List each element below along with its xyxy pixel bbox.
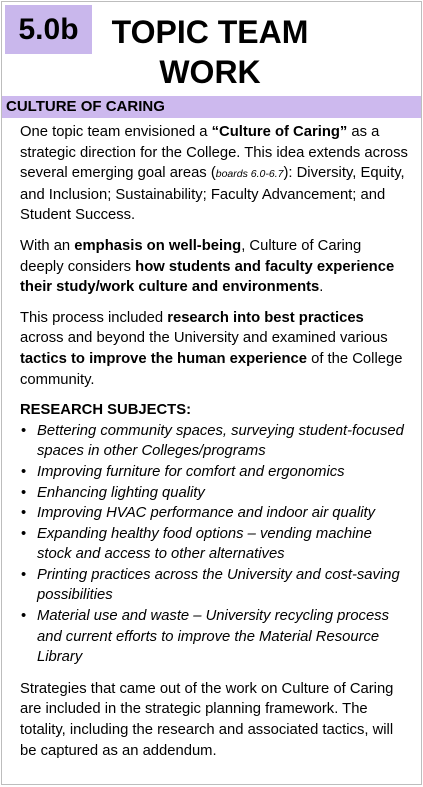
bullet-icon: • xyxy=(21,505,27,522)
bullet-icon: • xyxy=(21,484,27,501)
text: as a strategic direction for the College. This idea extends across several emerging goal areas ( xyxy=(20,124,408,182)
bullet-icon: • xyxy=(21,608,27,625)
list-item xyxy=(20,483,408,504)
research-subjects-list xyxy=(20,421,408,668)
emphasis: “Culture of Caring” xyxy=(211,124,348,140)
list-item xyxy=(20,462,408,483)
text: ): Diversity, Equity, and Inclusion; Sustainability; Faculty Advancement; and Student Success. xyxy=(20,165,405,224)
emphasis: how students and faculty experience their study/work culture and environments xyxy=(20,258,395,296)
bullet-icon: • xyxy=(21,525,27,542)
text: across and beyond the University and examined various xyxy=(20,330,388,347)
page-title xyxy=(98,12,322,92)
text: This process included xyxy=(20,309,168,326)
content xyxy=(20,122,408,771)
list-item-text: Expanding healthy food options – vending machine stock and access to other alternatives xyxy=(37,525,372,563)
process-paragraph xyxy=(20,308,408,390)
text: . xyxy=(319,279,324,296)
section-heading: CULTURE OF CARING xyxy=(2,96,421,118)
board-reference: boards 6.0-6.7 xyxy=(215,168,284,181)
emphasis: tactics to improve the human experience xyxy=(20,350,307,367)
emphasis: emphasis on well-being xyxy=(74,237,242,254)
text: With an xyxy=(20,237,75,254)
emphasis: research into best practices xyxy=(167,309,364,326)
list-item-text: Improving furniture for comfort and ergonomics xyxy=(37,463,345,480)
research-subjects-heading: RESEARCH SUBJECTS: xyxy=(20,402,192,419)
bullet-icon: • xyxy=(21,463,27,480)
bullet-icon: • xyxy=(21,566,27,583)
closing-paragraph: Strategies that came out of the work on Culture of Caring are included in the strategic planning framework. The totality, including the research and associated tactics, will be captured as an addendum. xyxy=(20,680,394,759)
board xyxy=(1,1,422,785)
list-item-text: Printing practices across the University and cost-saving possibilities xyxy=(37,566,400,604)
list-item-text: Enhancing lighting quality xyxy=(37,484,205,501)
board-number-badge: 5.0b xyxy=(5,5,92,54)
list-item xyxy=(20,503,408,524)
intro-paragraph xyxy=(20,122,408,226)
title-line-2: WORK xyxy=(159,54,261,90)
title-line-1: TOPIC TEAM xyxy=(111,14,309,50)
list-item xyxy=(20,606,408,668)
list-item xyxy=(20,524,408,565)
wellbeing-paragraph xyxy=(20,236,408,298)
list-item-text: Material use and waste – University recycling process and current efforts to improve the Material Resource Library xyxy=(37,608,389,666)
list-item-text: Improving HVAC performance and indoor air quality xyxy=(37,505,376,522)
text: , Culture of Caring deeply considers xyxy=(20,237,362,275)
list-item xyxy=(20,565,408,606)
bullet-icon: • xyxy=(21,422,27,439)
list-item-text: Bettering community spaces, surveying student-focused spaces in other Colleges/programs xyxy=(37,422,404,460)
list-item xyxy=(20,421,408,462)
text: of the College community. xyxy=(20,350,403,388)
text: One topic team envisioned a xyxy=(20,124,212,140)
